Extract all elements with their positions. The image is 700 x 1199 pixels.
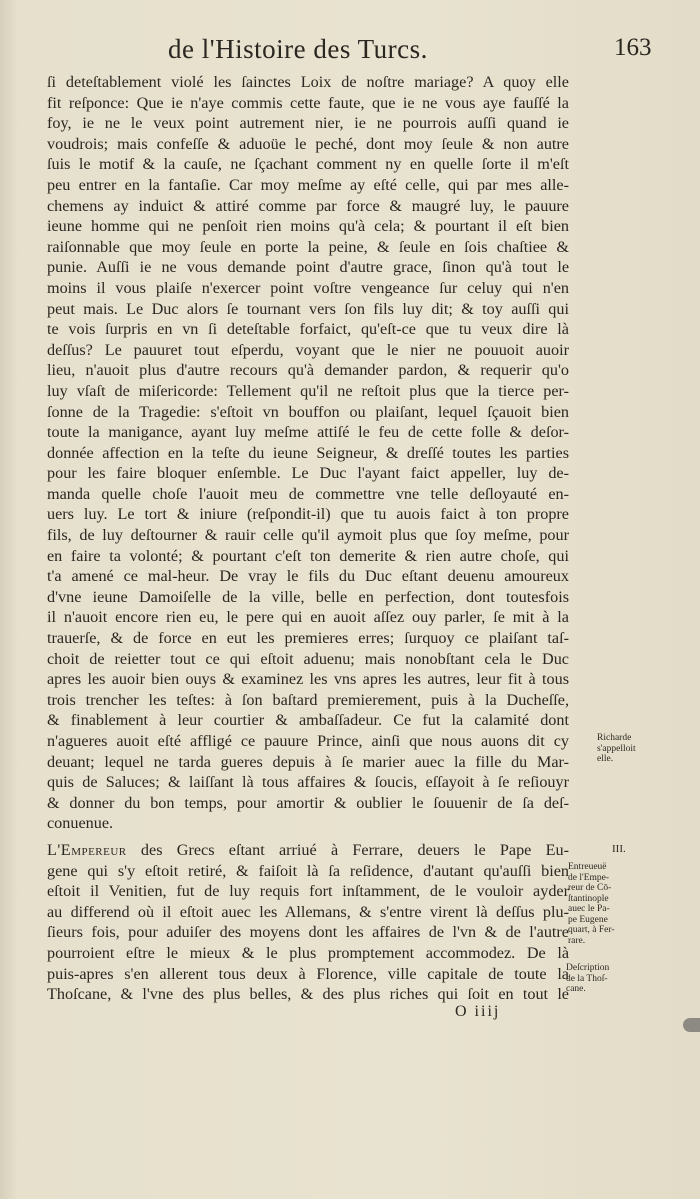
text-line: & donner du bon temps, pour amortir & oublier le ſouuenir de ſa deſ- xyxy=(47,793,569,812)
margin-note-description xyxy=(566,963,630,995)
text-line: pourroient eſtre le mieux & le plus promptement accommodez. De là xyxy=(47,943,569,962)
text-line: luy vſaſt de miſericorde: Tellement qu'il ne reſtoit plus que la tierce per- xyxy=(47,381,569,400)
text-line: punie. Auſſi ie ne vous demande point d'autre grace, ſinon qu'à tout le xyxy=(47,258,569,277)
margin-note-line: de la Thoſ- xyxy=(566,973,608,984)
text-line: toute la manigance, ayant luy meſme attiſé le feu de cette folle & deſor- xyxy=(47,423,569,442)
text-line: t'a amené ce mal-heur. De vray le fils du Duc eſtant deuenu amoureux xyxy=(47,567,569,586)
margin-note-line: cane. xyxy=(566,984,586,994)
margin-note-line: ſtantinople xyxy=(568,893,609,904)
text-line: peu entrer en la fantaſie. Car moy meſme ay eſté celle, qui par mes alle- xyxy=(47,175,569,194)
text-line: peut mais. Le Duc alors ſe tournant vers ſon fils luy dit; & toy auſſi qui xyxy=(47,299,569,318)
text-line: au differend où il eſtoit auec les Allemans, & s'entre virent là deſſus plu- xyxy=(47,902,569,921)
text-line: choit de reietter tout ce qui eſtoit aduenu; mais nonobſtant cela le Duc xyxy=(47,649,569,668)
text-line: lieu, n'auoit plus d'autre recours qu'à demander pardon, & requerir qu'o xyxy=(47,361,569,380)
signature-mark: O iiij xyxy=(455,1003,501,1020)
paragraph-2-first-line xyxy=(47,840,569,861)
text-line: donnée affection en la teſte du ieune Seigneur, & dreſſé toutes les parties xyxy=(47,443,569,462)
text-line: foy, ie ne le veux point autrement nier, ie ne pourrois auſſi quand ie xyxy=(47,114,569,133)
margin-note-line: Richarde xyxy=(597,733,632,743)
margin-note-line: elle. xyxy=(597,754,614,764)
text-line: quis de Saluces; & laiſſant là tous affaires & ſoucis, eſſayoit à ſe reſiouyr xyxy=(47,773,569,792)
text-line: uers luy. Le tort & iniure (reſpondit-il) que tu auois faict à ton propre xyxy=(47,505,569,524)
text-line: raiſonnable que moy ſeule en porte la peine, & ſeule en ſois chaſtiee & xyxy=(47,237,569,256)
text-line: eſtoit il Venitien, fut de luy requis fort inſtamment, de le vouloir ayder xyxy=(47,882,569,901)
first-line-rest: des Grecs eſtant arriué à Ferrare, deuers le Pape Eu- xyxy=(126,840,569,859)
text-line: fit reſponce: Que ie n'aye commis cette faute, que ie ne vous aye fauſſé la xyxy=(47,93,569,112)
text-line: ſieurs fois, pour aduiſer des moyens dont les affaires de l'vn & de l'autre xyxy=(47,923,569,942)
text-line: ſuis le motif & la cauſe, ne ſçachant comment ny en quelle ſorte il m'eſt xyxy=(47,155,569,174)
margin-note-line: reur de Cō- xyxy=(568,883,612,893)
section-number: III. xyxy=(612,843,626,855)
text-line: en faire ta volonté; & pourtant c'eſt ton demerite & rien autre choſe, qui xyxy=(47,546,569,565)
margin-note-line: rare. xyxy=(568,935,586,946)
text-line: deſſus? Le pauuret tout eſperdu, voyant que le nier ne pouuoit auoir xyxy=(47,340,569,359)
text-line: chemens ay induict & attiré comme par force & maugré luy, le pauure xyxy=(47,196,569,215)
margin-note-line: auec le Pa- xyxy=(568,904,610,914)
text-line: & finablement à leur courtier & ambaſſadeur. Ce fut la calamité dont xyxy=(47,711,569,730)
text-line: manda quelle choſe l'auoit meu de commettre vne telle deſloyauté en- xyxy=(47,484,569,503)
text-line: apres les auoir bien ouys & examinez les vns apres les autres, leur fit à tous xyxy=(47,670,569,689)
text-line: ſi deteſtablement violé les ſainctes Loix de noſtre mariage? A quoy elle xyxy=(47,73,569,91)
margin-note-line: pe Eugene xyxy=(568,914,608,925)
margin-note-line: Deſcription xyxy=(566,963,610,973)
page-number: 163 xyxy=(614,34,652,61)
body-text xyxy=(47,72,569,1005)
margin-note-line: s'appelloit xyxy=(597,743,636,754)
paragraph-1 xyxy=(47,72,569,834)
text-line: trois trencher les teſtes: à ſon baſtard premierement, puis à la Ducheſſe, xyxy=(47,690,569,709)
text-line: te vois ſurpris en vn ſi deteſtable forfaict, qu'eſt-ce que tu veux dire là xyxy=(47,320,569,339)
paragraph-2 xyxy=(47,840,569,1005)
text-line: d'vne ieune Damoiſelle de la ville, belle en perfection, dont toutesfois xyxy=(47,587,569,606)
text-line: voudrois; mais confeſſe & aduoüe le peché, dont moy ſeule & non autre xyxy=(47,134,569,153)
text-line: pour les faire bloquer enſemble. Le Duc l'ayant faict appeller, luy de- xyxy=(47,464,569,483)
smallcaps-opening: L'Empereur xyxy=(47,840,127,859)
text-line: ieune homme qui ne penſoit rien moins qu'à cela; & pourtant il eſt bien xyxy=(47,217,569,236)
text-line: ſonne de la Tragedie: s'eſtoit vn bouffon ou plaiſant, lequel ſçauoit bien xyxy=(47,402,569,421)
text-line: puis-apres s'en allerent tous deux à Florence, ville capitale de toute la xyxy=(47,964,569,983)
text-line: Thoſcane, & l'vne des plus belles, & des plus riches qui ſoit en tout le xyxy=(47,985,569,1004)
margin-note-richarde xyxy=(597,733,661,765)
text-line: deuant; lequel ne tarda gueres depuis à ſe marier auec la fille du Mar- xyxy=(47,752,569,771)
running-head: de l'Histoire des Turcs. xyxy=(168,34,428,64)
text-line: n'agueres auoit eſté affligé ce pauure Prince, ainſi que nous auons dit cy xyxy=(47,732,569,750)
page-header xyxy=(0,34,700,70)
margin-note-line: Entreueuë xyxy=(568,862,607,872)
text-line: gene qui s'y eſtoit retiré, & faiſoit là ſa reſidence, d'autant qu'auſſi bien xyxy=(47,861,569,880)
text-line: moins il vous plaiſe n'exercer point voſtre vengeance ſur celuy qui n'en xyxy=(47,278,569,297)
margin-note-line: de l'Empe- xyxy=(568,872,610,883)
text-line: il n'auoit encore rien eu, le pere qui en auoit aſſez ouy parler, ſe mit à la xyxy=(47,608,569,627)
margin-note-meeting xyxy=(568,862,632,946)
text-line: fils, de luy deſtourner & rauir celle qu'il aymoit plus que ſoy meſme, pour xyxy=(47,526,569,545)
text-line: trauerſe, & de force en eut les premieres erres; ſurquoy ce plaiſant taſ- xyxy=(47,629,569,648)
page-edge-stain xyxy=(683,1018,700,1032)
margin-note-line: quart, à Fer- xyxy=(568,925,615,935)
text-line: conuenue. xyxy=(47,814,114,833)
